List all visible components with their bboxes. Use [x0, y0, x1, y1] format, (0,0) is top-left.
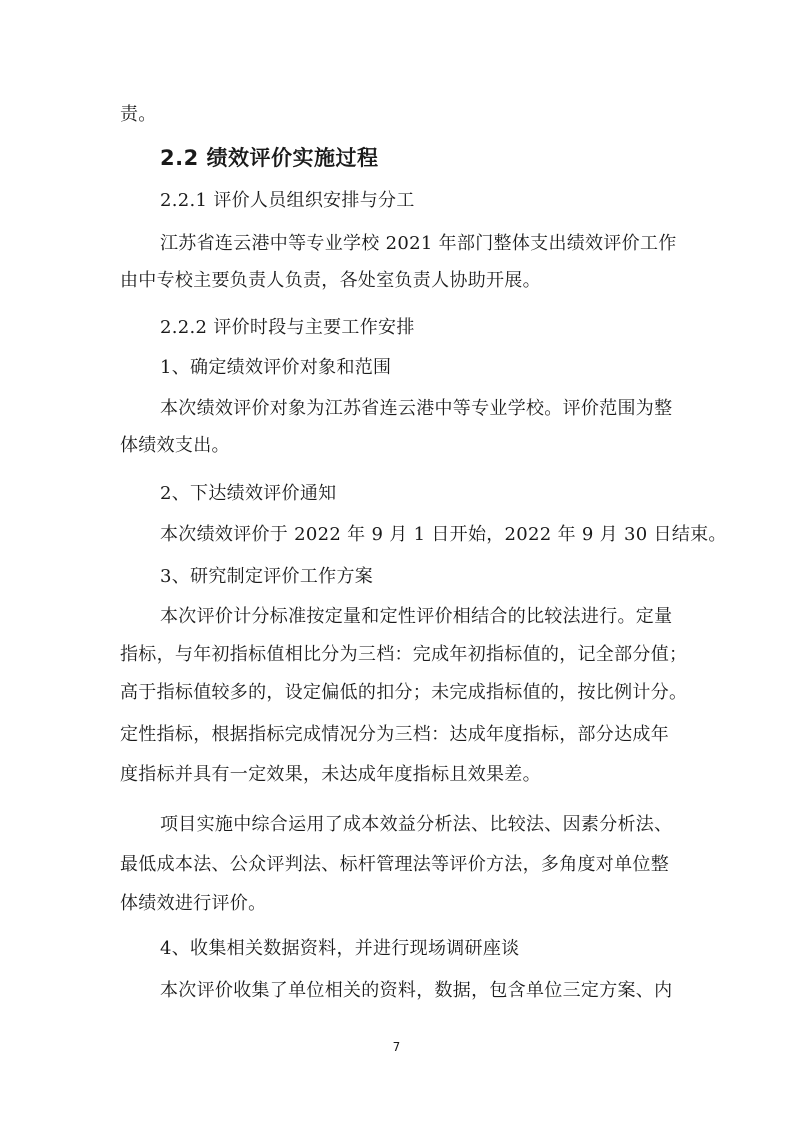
list-item-heading-3: 3、研究制定评价工作方案 [160, 566, 374, 587]
subsection-heading-2-2-1: 2.2.1 评价人员组织安排与分工 [160, 190, 415, 211]
text-line-1: 责。 [120, 104, 157, 125]
list-item-heading-4: 4、收集相关数据资料，并进行现场调研座谈 [160, 938, 520, 959]
page-number: 7 [392, 1040, 401, 1054]
subsection-heading-2-2-2: 2.2.2 评价时段与主要工作安排 [160, 317, 415, 338]
paragraph-line: 江苏省连云港中等专业学校 2021 年部门整体支出绩效评价工作 [160, 233, 677, 254]
paragraph-line: 最低成本法、公众评判法、标杆管理法等评价方法，多角度对单位整 [120, 854, 669, 875]
paragraph-line: 指标，与年初指标值相比分为三档：完成年初指标值的，记全部分值； [120, 644, 688, 665]
paragraph-line: 本次评价计分标准按定量和定性评价相结合的比较法进行。定量 [160, 606, 673, 627]
list-item-heading-1: 1、确定绩效评价对象和范围 [160, 357, 392, 378]
paragraph-line: 本次绩效评价对象为江苏省连云港中等专业学校。评价范围为整 [160, 398, 673, 419]
paragraph-line: 本次评价收集了单位相关的资料，数据，包含单位三定方案、内 [160, 980, 673, 1001]
section-heading-2-2: 2.2 绩效评价实施过程 [160, 146, 379, 170]
paragraph-line: 项目实施中综合运用了成本效益分析法、比较法、因素分析法、 [160, 814, 673, 835]
paragraph-line: 体绩效进行评价。 [120, 893, 267, 914]
paragraph-line: 体绩效支出。 [120, 435, 230, 456]
paragraph-line: 度指标并具有一定效果，未达成年度指标且效果差。 [120, 764, 541, 785]
list-item-heading-2: 2、下达绩效评价通知 [160, 483, 337, 504]
paragraph-line: 高于指标值较多的，设定偏低的扣分；未完成指标值的，按比例计分。 [120, 682, 688, 703]
paragraph-line: 由中专校主要负责人负责，各处室负责人协助开展。 [120, 270, 541, 291]
paragraph-line: 本次绩效评价于 2022 年 9 月 1 日开始，2022 年 9 月 30 日结束。 [160, 524, 727, 545]
paragraph-line: 定性指标，根据指标完成情况分为三档：达成年度指标，部分达成年 [120, 724, 669, 745]
